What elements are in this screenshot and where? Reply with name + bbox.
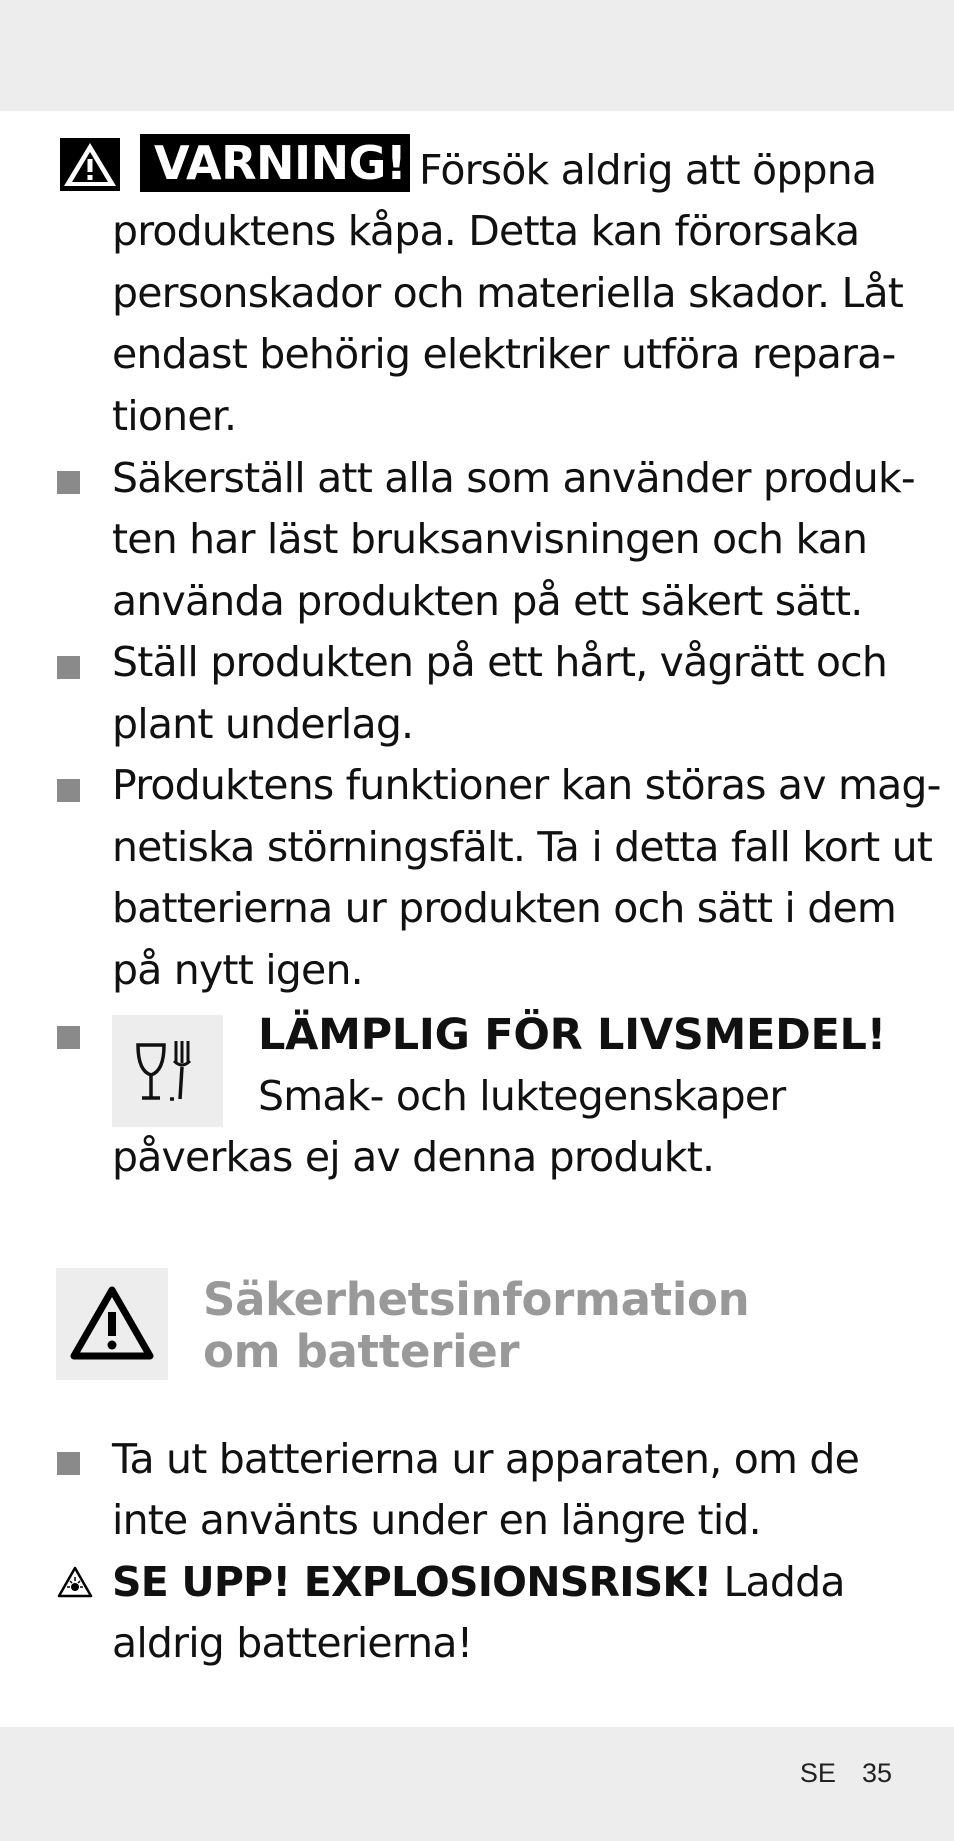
food-safe-icon [112,1015,223,1127]
bullet-square-icon [57,1452,80,1475]
bullet-3-line-4: på nytt igen. [112,946,363,994]
warning-label: VARNING! [140,134,410,192]
food-safe-title: LÄMPLIG FÖR LIVSMEDEL! [258,1010,886,1060]
warning-text-line-2: produktens kåpa. Detta kan förorsaka [112,207,860,255]
bullet-1-line-2: ten har läst bruksanvisningen och kan [112,515,868,563]
battery-bullet-line-2: inte använts under en längre tid. [112,1496,761,1544]
explosion-warning-rest: Ladda [723,1558,845,1606]
bullet-square-icon [57,779,80,802]
bullet-1-line-3: använda produkten på ett säkert sätt. [112,577,863,625]
section-heading-line-2: om batterier [203,1325,520,1378]
footer-language: SE [799,1758,836,1788]
explosion-warning-line-2: aldrig batterierna! [112,1619,473,1667]
warning-text-line-5: tioner. [112,392,237,440]
section-heading-line-1: Säkerhetsinformation [203,1273,750,1326]
bullet-square-icon [57,656,80,679]
bullet-3-line-1: Produktens funktioner kan störas av mag- [112,761,941,809]
bullet-3-line-2: netiska störningsfält. Ta i detta fall kort ut [112,823,933,871]
bullet-2-line-1: Ställ produkten på ett hårt, vågrätt och [112,638,888,686]
section-heading [203,1274,749,1378]
warning-text-line-3: personskador och materiella skador. Låt [112,269,904,317]
bullet-2-line-2: plant underlag. [112,700,414,748]
header-band [0,0,954,111]
explosion-warning-icon [56,1565,94,1603]
bullet-square-icon [57,1026,80,1049]
bullet-square-icon [57,471,80,494]
footer-page-number: 35 [861,1758,892,1788]
food-safe-text-line-1: Smak- och luktegenskaper [258,1072,786,1120]
explosion-warning-line-1 [112,1552,912,1614]
bullet-1-line-1: Säkerställ att alla som använder produk- [112,454,915,502]
warning-text-line-1: Försök aldrig att öppna [419,146,877,194]
warning-triangle-icon [56,1268,168,1380]
food-safe-text-line-2: påverkas ej av denna produkt. [112,1133,715,1181]
warning-icon [60,138,120,191]
battery-bullet-line-1: Ta ut batterierna ur apparaten, om de [112,1435,859,1483]
page-footer [800,1758,892,1789]
explosion-warning-bold: SE UPP! EXPLOSIONSRISK! [112,1558,712,1606]
warning-text-line-4: endast behörig elektriker utföra repara- [112,330,896,378]
bullet-3-line-3: batterierna ur produkten och sätt i dem [112,884,897,932]
